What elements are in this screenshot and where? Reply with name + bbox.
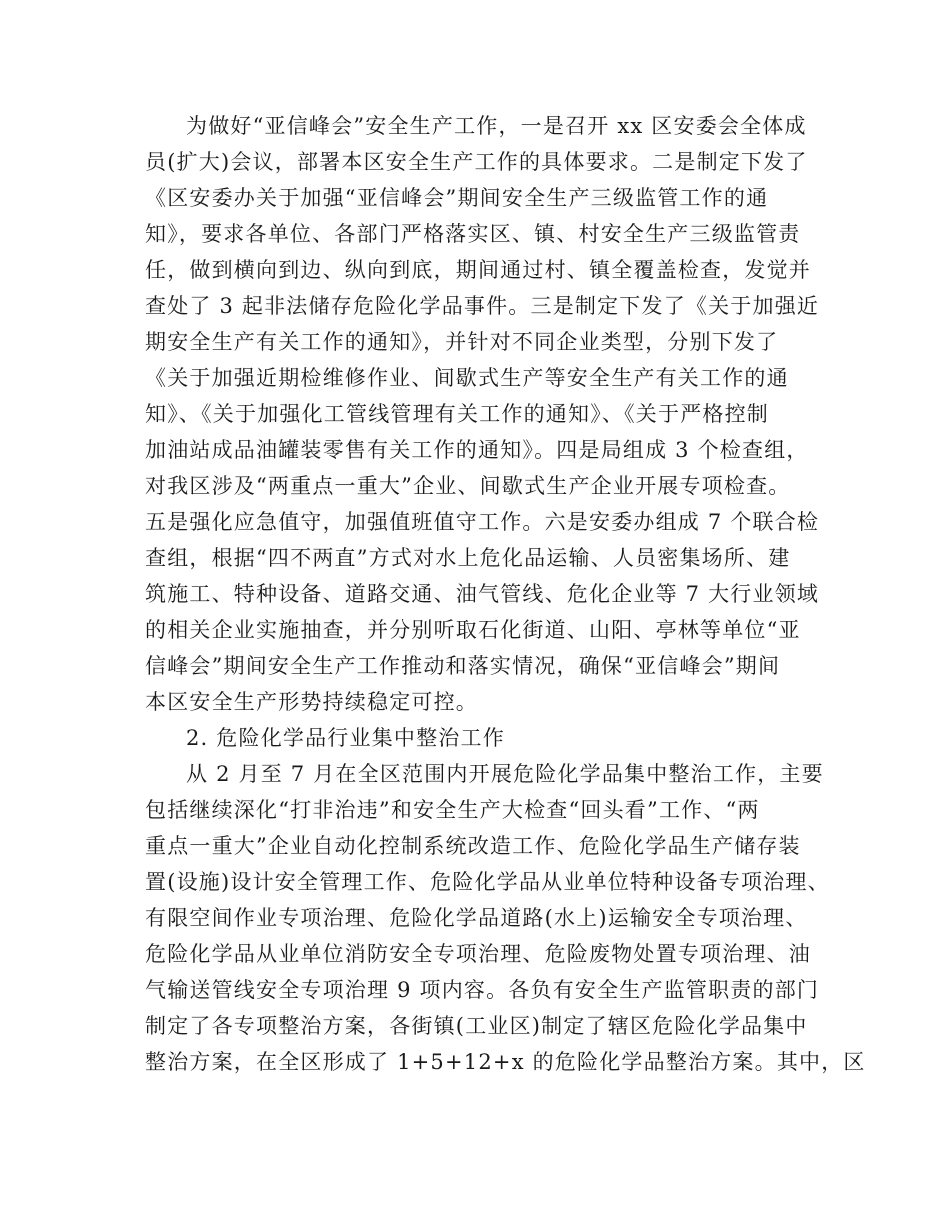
paragraph-2-line-6: 危险化学品从业单位消防安全专项治理、危险废物处置专项治理、油: [145, 942, 811, 966]
paragraph-2-line-1: 从 2 月至 7 月在全区范围内开展危险化学品集中整治工作，主要: [186, 762, 824, 786]
paragraph-1-line-2: 员(扩大)会议，部署本区安全生产工作的具体要求。二是制定下发了: [145, 150, 808, 174]
paragraph-1-line-15: 的相关企业实施抽查，并分别听取石化街道、山阳、亭林等单位“亚: [145, 618, 801, 642]
paragraph-1-line-5: 任，做到横向到边、纵向到底，期间通过村、镇全覆盖检查，发觉并: [145, 258, 811, 282]
paragraph-1-line-16: 信峰会”期间安全生产工作推动和落实情况，确保“亚信峰会”期间: [145, 654, 781, 678]
paragraph-2-line-4: 置(设施)设计安全管理工作、危险化学品从业单位特种设备专项治理、: [145, 870, 830, 894]
paragraph-1-line-1: 为做好“亚信峰会”安全生产工作，一是召开 xx 区安委会全体成: [186, 114, 807, 138]
paragraph-1-line-12: 五是强化应急值守，加强值班值守工作。六是安委办组成 7 个联合检: [145, 510, 820, 534]
paragraph-2-line-9: 整治方案，在全区形成了 1+5+12+x 的危险化学品整治方案。其中，区: [145, 1050, 866, 1074]
paragraph-2-line-7: 气输送管线安全专项治理 9 项内容。各负有安全生产监管职责的部门: [145, 978, 820, 1002]
paragraph-1-line-11: 对我区涉及“两重点一重大”企业、间歇式生产企业开展专项检查。: [145, 474, 791, 498]
paragraph-1-line-3: 《区安委办关于加强“亚信峰会”期间安全生产三级监管工作的通: [145, 186, 769, 210]
paragraph-1-line-14: 筑施工、特种设备、道路交通、油气管线、危化企业等 7 大行业领域: [145, 582, 820, 606]
paragraph-1-line-7: 期安全生产有关工作的通知》，并针对不同企业类型，分别下发了: [145, 330, 779, 354]
paragraph-1-line-9: 知》、《关于加强化工管线管理有关工作的通知》、《关于严格控制: [145, 402, 769, 426]
paragraph-1-line-4: 知》，要求各单位、各部门严格落实区、镇、村安全生产三级监管责: [145, 222, 801, 246]
paragraph-1-line-17: 本区安全生产形势持续稳定可控。: [145, 690, 478, 714]
paragraph-1-line-10: 加油站成品油罐装零售有关工作的通知》。四是局组成 3 个检查组，: [145, 438, 809, 462]
paragraph-1-line-6: 查处了 3 起非法储存危险化学品事件。三是制定下发了《关于加强近: [145, 294, 820, 318]
paragraph-1-line-13: 查组，根据“四不两直”方式对水上危化品运输、人员密集场所、建: [145, 546, 791, 570]
paragraph-2-line-3: 重点一重大”企业自动化控制系统改造工作、危险化学品生产储存装: [145, 834, 801, 858]
paragraph-1-line-8: 《关于加强近期检维修作业、间歇式生产等安全生产有关工作的通: [145, 366, 789, 390]
paragraph-2-line-8: 制定了各专项整治方案，各街镇(工业区)制定了辖区危险化学品集中: [145, 1014, 808, 1038]
paragraph-2-line-5: 有限空间作业专项治理、危险化学品道路(水上)运输安全专项治理、: [145, 906, 808, 930]
paragraph-2-line-2: 包括继续深化“打非治违”和安全生产大检查“回头看”工作、“两: [145, 798, 760, 822]
section-heading: 2. 危险化学品行业集中整治工作: [186, 726, 505, 750]
